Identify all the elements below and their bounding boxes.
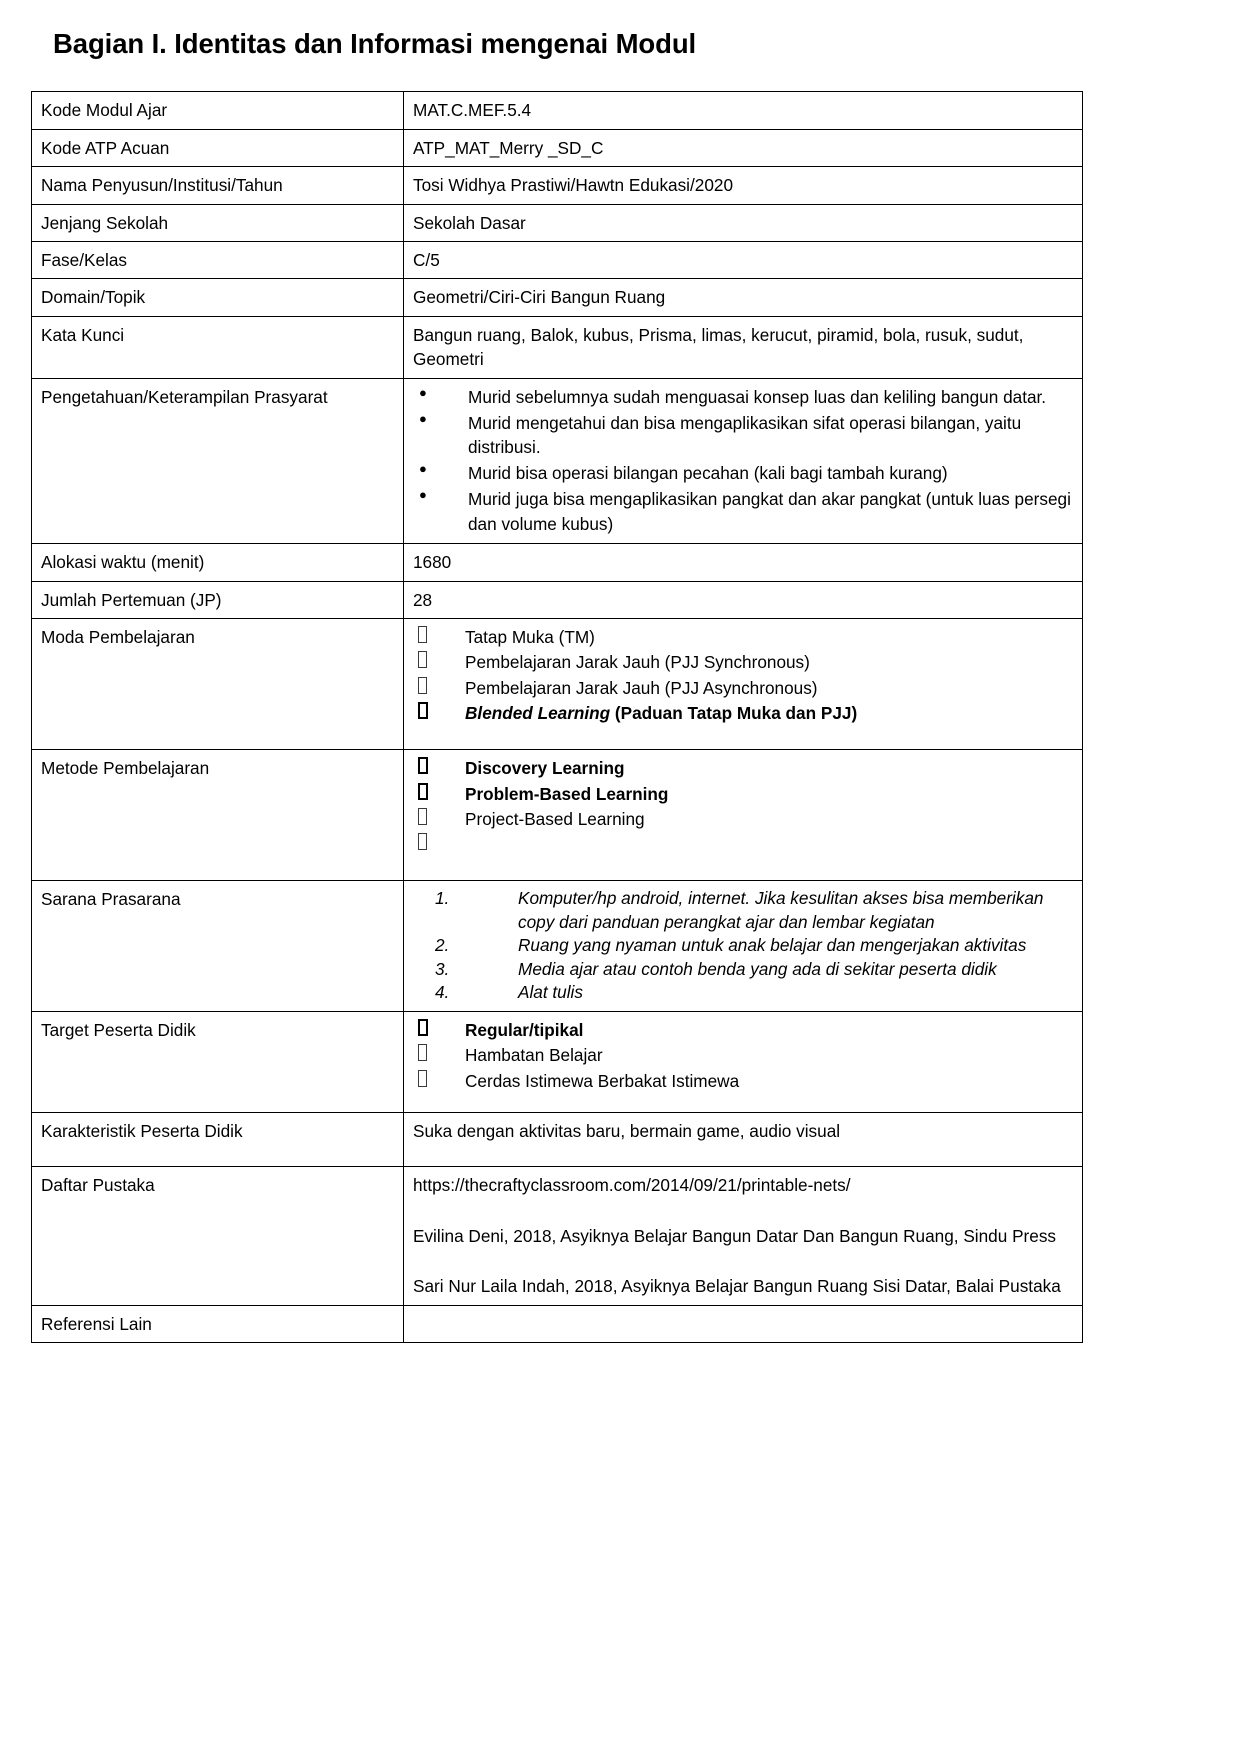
checkbox-icon[interactable] [418,651,427,668]
checkbox-checked-icon[interactable] [418,757,428,774]
row-value-target [404,1011,1083,1112]
spacer [413,1094,1074,1106]
checkbox-label-emphasis: Blended Learning [465,703,611,724]
table-row [32,92,1083,129]
row-label: Daftar Pustaka [32,1167,404,1305]
row-label: Karakteristik Peserta Didik [32,1112,404,1166]
row-value-metode [404,750,1083,881]
identity-table [31,91,1083,1343]
target-checklist [413,1018,1074,1094]
row-label: Alokasi waktu (menit) [32,544,404,581]
table-row [32,316,1083,378]
table-row [32,544,1083,581]
list-text: Ruang yang nyaman untuk anak belajar dan mengerjakan aktivitas [518,935,1027,956]
row-label: Kode Modul Ajar [32,92,404,129]
checkbox-item[interactable] [413,807,1074,832]
checkbox-item[interactable] [413,756,1074,781]
row-label: Domain/Topik [32,279,404,316]
row-value: C/5 [404,242,1083,279]
list-text: Media ajar atau contoh benda yang ada di sekitar peserta didik [518,958,997,979]
list-item: ● Murid juga bisa mengaplikasikan pangkat dan akar pangkat (untuk luas persegi dan volume kubus) [413,487,1074,537]
table-row [32,1305,1083,1342]
table-row-sarana [32,881,1083,1012]
row-value-sarana [404,881,1083,1012]
checkbox-icon[interactable] [418,1070,427,1087]
checkbox-item[interactable] [413,1043,1074,1068]
list-item: ● Murid bisa operasi bilangan pecahan (kali bagi tambah kurang) [413,461,1074,486]
checkbox-item[interactable] [413,676,1074,701]
spacer [413,726,1074,743]
checkbox-checked-icon[interactable] [418,1019,428,1036]
checkbox-icon[interactable] [418,808,427,825]
spacer [413,1143,1074,1160]
row-value-pustaka [404,1167,1083,1305]
checkbox-item[interactable] [413,650,1074,675]
checkbox-item[interactable] [413,782,1074,807]
moda-checklist [413,625,1074,726]
prasyarat-list [413,385,1074,537]
list-number: 1. [435,888,450,909]
reference-url[interactable]: https://thecraftyclassroom.com/2014/09/21/printable-nets/ [413,1175,851,1196]
row-label: Kata Kunci [32,316,404,378]
reference-entry: Evilina Deni, 2018, Asyiknya Belajar Bangun Datar Dan Bangun Ruang, Sindu Press [413,1225,1057,1246]
row-label: Jumlah Pertemuan (JP) [32,581,404,618]
sarana-list [413,887,1074,1005]
list-item: ● Murid sebelumnya sudah menguasai konsep luas dan keliling bangun datar. [413,385,1074,410]
row-value-empty [404,1305,1083,1342]
karakteristik-text: Suka dengan aktivitas baru, bermain game, audio visual [413,1120,841,1141]
table-row [32,279,1083,316]
row-label: Kode ATP Acuan [32,129,404,166]
checkbox-label: Cerdas Istimewa Berbakat Istimewa [465,1070,740,1091]
list-text: Komputer/hp android, internet. Jika kesulitan akses bisa memberikan copy dari panduan perangkat ajar dan lembar kegiatan [518,888,1044,932]
row-value: 28 [404,581,1083,618]
checkbox-label: Regular/tipikal [465,1019,584,1040]
table-row-metode [32,750,1083,881]
checkbox-checked-icon[interactable] [418,702,428,719]
row-label: Fase/Kelas [32,242,404,279]
checkbox-label-rest: (Paduan Tatap Muka dan PJJ) [610,703,858,724]
checkbox-label: Project-Based Learning [465,808,645,829]
checkbox-checked-icon[interactable] [418,783,428,800]
list-number: 2. [435,935,450,956]
row-value-moda [404,619,1083,750]
checkbox-item-blended[interactable] [413,701,1074,726]
table-row [32,204,1083,241]
row-label: Nama Penyusun/Institusi/Tahun [32,167,404,204]
table-row [32,1112,1083,1166]
checkbox-icon[interactable] [418,677,427,694]
checkbox-label: Hambatan Belajar [465,1045,603,1066]
list-item [413,981,1074,1005]
table-row-moda [32,619,1083,750]
metode-checklist [413,756,1074,857]
table-row [32,581,1083,618]
table-row [32,242,1083,279]
row-value: Sekolah Dasar [404,204,1083,241]
checkbox-label: Pembelajaran Jarak Jauh (PJJ Synchronous) [465,652,810,673]
row-value: Tosi Widhya Prastiwi/Hawtn Edukasi/2020 [404,167,1083,204]
row-label: Target Peserta Didik [32,1011,404,1112]
row-label: Sarana Prasarana [32,881,404,1012]
list-number: 4. [435,982,450,1003]
list-item [413,958,1074,982]
spacer [413,857,1074,874]
checkbox-label: Pembelajaran Jarak Jauh (PJJ Asynchronous) [465,677,818,698]
list-item [413,887,1074,934]
row-value: ATP_MAT_Merry _SD_C [404,129,1083,166]
row-label: Metode Pembelajaran [32,750,404,881]
table-row [32,167,1083,204]
reference-entry: Sari Nur Laila Indah, 2018, Asyiknya Belajar Bangun Ruang Sisi Datar, Balai Pustaka [413,1276,1061,1297]
row-value: 1680 [404,544,1083,581]
checkbox-item[interactable] [413,1069,1074,1094]
row-label: Pengetahuan/Keterampilan Prasyarat [32,378,404,544]
row-value-prasyarat [404,378,1083,544]
checkbox-item-empty[interactable] [413,832,1074,857]
table-row-target [32,1011,1083,1112]
list-item: ● Murid mengetahui dan bisa mengaplikasikan sifat operasi bilangan, yaitu distribusi. [413,411,1074,461]
checkbox-label: Problem-Based Learning [465,783,669,804]
row-value: MAT.C.MEF.5.4 [404,92,1083,129]
row-label: Referensi Lain [32,1305,404,1342]
table-row-pustaka [32,1167,1083,1305]
list-text: Alat tulis [518,982,583,1003]
page-title: Bagian I. Identitas dan Informasi mengenai Modul [53,28,697,59]
table-row-prasyarat [32,378,1083,544]
checkbox-label: Discovery Learning [465,758,625,779]
checkbox-item[interactable] [413,1018,1074,1043]
row-label: Moda Pembelajaran [32,619,404,750]
row-value: Geometri/Ciri-Ciri Bangun Ruang [404,279,1083,316]
list-number: 3. [435,958,450,979]
row-value-karakteristik [404,1112,1083,1166]
checkbox-icon[interactable] [418,626,427,643]
table-row [32,129,1083,166]
checkbox-icon[interactable] [418,1044,427,1061]
row-label: Jenjang Sekolah [32,204,404,241]
checkbox-label: Tatap Muka (TM) [465,627,595,648]
checkbox-item[interactable] [413,625,1074,650]
checkbox-icon[interactable] [418,833,427,850]
list-item [413,934,1074,958]
row-value-keywords: Bangun ruang, Balok, kubus, Prisma, limas, kerucut, piramid, bola, rusuk, sudut, Geometri [404,316,1083,378]
